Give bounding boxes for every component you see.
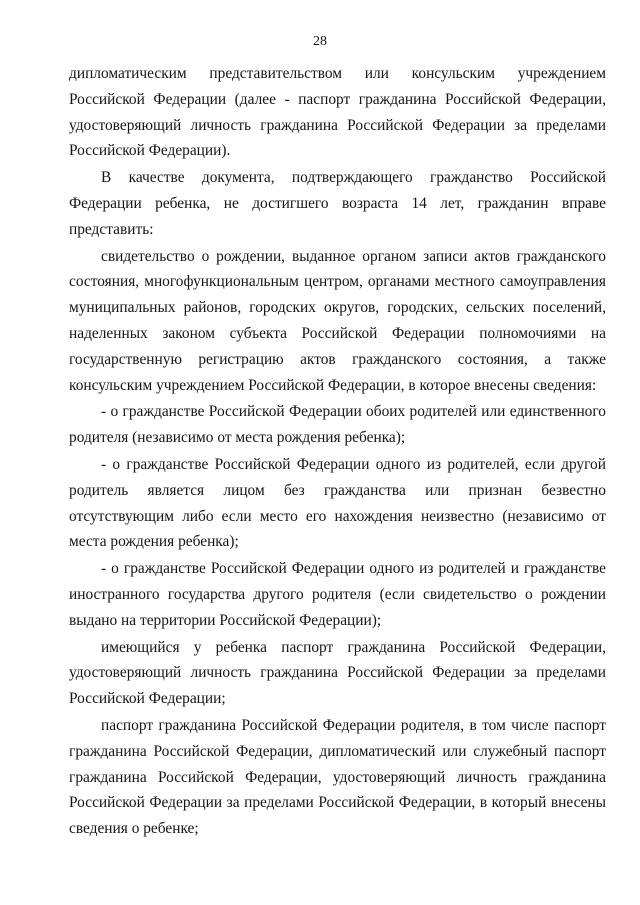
list-item-one-parent-stateless: - о гражданстве Российской Федерации одного из родителей, если другой родитель является лицом без гражданства или признан безвестно отсутствующим либо если место его нахождения неизвестно (независимо от места рождения ребенка); — [69, 455, 606, 551]
paragraph-document-intro: В качестве документа, подтверждающего гражданство Российской Федерации ребенка, не достигшего возраста 14 лет, гражданин вправе представить: — [69, 169, 606, 238]
page-number: 28 — [313, 34, 327, 49]
paragraph-child-passport: имеющийся у ребенка паспорт гражданина Российской Федерации, удостоверяющий личность гражданина Российской Федерации за пределами Российской Федерации; — [69, 638, 606, 708]
paragraph-parent-passport: паспорт гражданина Российской Федерации родителя, в том числе паспорт гражданина Российской Федерации, дипломатический или служебный паспорт гражданина Российской Федерации, удостоверяющий личность гражданина Российской Федерации за пределами Российской Федерации, в который внесены сведения о ребенке; — [69, 716, 606, 838]
paragraph-birth-certificate: свидетельство о рождении, выданное органом записи актов гражданского состояния, многофункциональным центром, органами местного самоуправления муниципальных районов, городских округов, городских, сельских поселений, наделенных законом субъекта Российской Федерации полномочиями на государственную регистрацию актов гражданского состояния, а также консульским учреждением Российской Федерации, в которое внесены сведения: — [69, 247, 606, 394]
list-item-one-parent-foreign: - о гражданстве Российской Федерации одного из родителей и гражданстве иностранного государства другого родителя (если свидетельство о рождении выдано на территории Российской Федерации); — [69, 560, 606, 629]
list-item-both-parents: - о гражданстве Российской Федерации обоих родителей или единственного родителя (независимо от места рождения ребенка); — [69, 403, 606, 447]
paragraph-continuation: дипломатическим представительством или консульским учреждением Российской Федерации (далее - паспорт гражданина Российской Федерации, удостоверяющий личность гражданина Российской Федерации за пределами Российской Федерации). — [69, 65, 606, 160]
document-body — [69, 61, 606, 842]
